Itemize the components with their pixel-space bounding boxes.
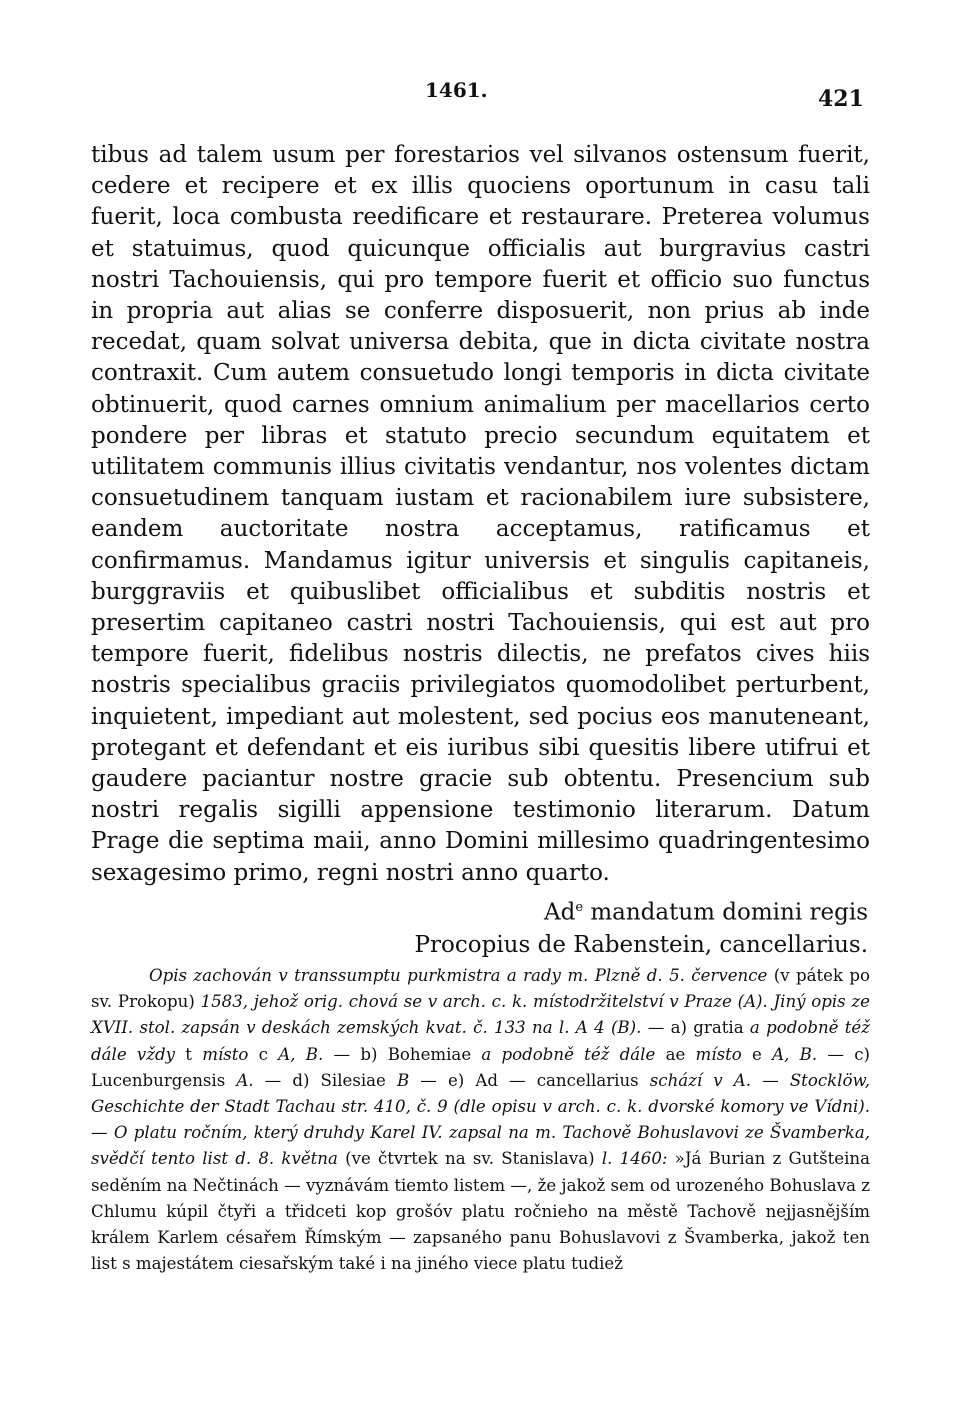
note-segment: c [248,1044,279,1064]
mandate-ad: Ad [543,899,576,926]
page-header [0,72,960,112]
chancellor-name: Procopius de Rabenstein, cancellarius. [414,931,868,958]
mandate-line [415,892,868,929]
charter-paragraph: tibus ad talem usum per forestarios vel silvanos ostensum fuerit, cedere et recipere et ex illis quociens oportunum in casu tali fuerit, loca combusta reedificare et restaurare. Preterea volumus et statuimus, quod quicunque officialis aut burgravius castri nostri Tachouiensis, qui pro tempore fuerit et officio suo functus in propria aut alias se conferre disposuerit, non prius ab inde recedat, quam solvat universa debita, que in dicta civitate nostra contraxit. Cum autem consuetudo longi temporis in dicta civitate obtinuerit, quod carnes omnium animalium per macellarios certo pondere per libras et statuto precio secundum equitatem et utilitatem communis illius civitatis vendantur, nos volentes dictam consuetudinem tanquam iustam et racionabilem iure subsistere, eandem auctoritate nostra acceptamus, ratificamus et confirmamus. Mandamus igitur universis et singulis capitaneis, burggraviis et quibuslibet officialibus et subditis nostris et presertim capitaneo castri nostri Tachouiensis, qui est aut pro tempore fuerit, fidelibus nostris dilectis, ne prefatos cives hiis nostris specialibus graciis privilegiatos quomodolibet perturbent, inquietent, impediant aut molestent, sed pocius eos manuteneant, protegant et defendant et eis iuribus sibi quesitis libere utifrui et gaudere paciantur nostre gracie sub obtentu. Presencium sub nostri regalis sigilli appensione testimonio literarum. Datum Prage die septima maii, anno Domini millesimo quadringentesimo sexagesimo primo, regni nostri anno quarto. [91,142,870,886]
note-segment: schází v A. [649,1070,752,1090]
note-segment: ae [655,1044,696,1064]
note-segment: místo [202,1044,249,1064]
charter-text [91,140,870,889]
note-segment: místo [695,1044,742,1064]
page-number: 421 [818,86,864,112]
note-segment: (ve čtvrtek na sv. Stanislava) [337,1149,602,1169]
note-segment: a podobně též dále [481,1044,656,1064]
note-segment: — [751,1070,790,1090]
note-segment: A, B. [772,1044,818,1064]
note-segment: »Já Burian z Gutšteina seděním na Nečtinách — vyznávám tiemto listem —, že jakož sem od urozeného Bohuslava z Chlumu kúpil čtyři a třidceti kop grošóv platu ročnieho na městě Tachově nejjasnějším králem Karlem césařem Římským — zapsaného panu Bohuslavovi z Švamberka, jakož ten list s majestátem ciesařským také i na jiného viece platu tudiež [91,1149,870,1274]
note-segment: t [175,1044,203,1064]
note-segment: — c) Lucenburgensis [91,1044,870,1090]
note-segment: 1583, jehož orig. chová se v arch. c. k. místodržitelství v Praze (A). Jiný opis ze XVII. stol. zapsán v deskách zemských kvat. č. 133 na l. A 4 (B). [91,992,870,1038]
note-segment: (v pátek po sv. Prokopu) [91,966,871,1012]
year-heading: 1461. [425,78,488,102]
note-segment: — d) Silesiae [253,1070,397,1090]
note-segment: — e) Ad — cancellarius [409,1070,650,1090]
note-segment: A. [236,1070,254,1090]
editorial-notes [91,963,870,1277]
signature-block [415,892,868,961]
note-segment: B [396,1070,410,1090]
mandate-ad-superscript: e [575,900,584,915]
note-segment: — b) Bohemiae [323,1044,482,1064]
note-segment: l. 1460: [601,1149,668,1169]
note-segment: A, B. [278,1044,324,1064]
mandate-rest: mandatum domini regis [583,899,868,926]
note-segment: Stocklöw, Geschichte der Stadt Tachau str. 410, č. 9 (dle opisu v arch. c. k. dvorské komory ve Vídni). — O platu ročním, který druhdy Karel IV. zapsal na m. Tachově Bohuslavovi ze Švamberka, svědčí tento list d. 8. května [91,1070,870,1169]
note-segment: e [741,1044,773,1064]
note-segment: Opis zachován v transsumptu purkmistra a rady m. Plzně d. 5. července [149,966,768,985]
note-segment: a podobně též dále vždy [91,1018,870,1064]
note-segment: — a) gratia [641,1018,750,1038]
notes-paragraph [91,963,870,1277]
